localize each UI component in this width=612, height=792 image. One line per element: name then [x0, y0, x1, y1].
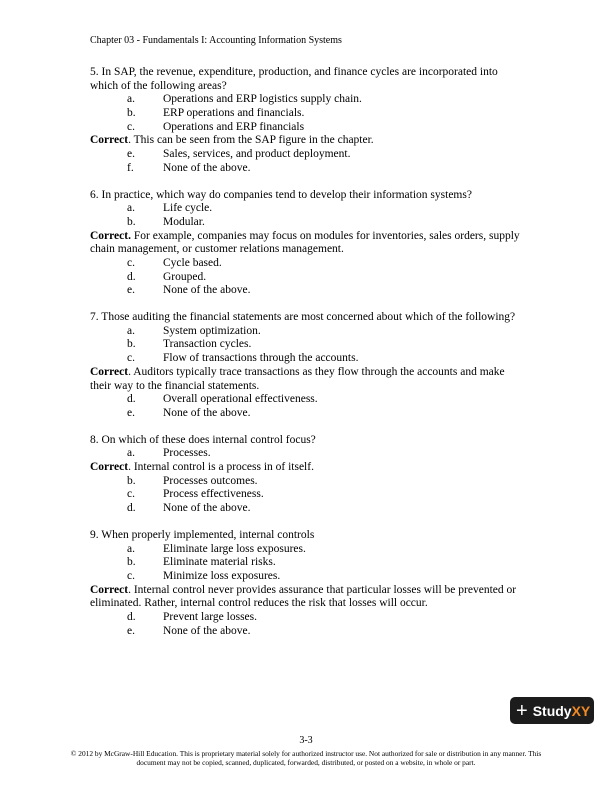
option-letter: d. — [127, 393, 136, 406]
option-letter: d. — [127, 502, 136, 515]
answer-option — [90, 502, 520, 516]
answer-option — [90, 107, 520, 121]
correct-text: . This can be seen from the SAP figure in the chapter. — [128, 134, 374, 147]
option-text: Operations and ERP financials — [163, 120, 305, 133]
option-letter: b. — [127, 474, 136, 487]
plus-icon: + — [516, 699, 528, 722]
correct-explanation — [90, 366, 520, 393]
option-text: Overall operational effectiveness. — [163, 393, 318, 406]
answer-option — [90, 284, 520, 298]
logo-text-accent: XY — [571, 702, 591, 719]
option-letter: c. — [127, 120, 135, 133]
answer-option — [90, 271, 520, 285]
correct-text: . Internal control is a process in of itself. — [128, 461, 314, 474]
answer-option — [90, 407, 520, 421]
option-text: System optimization. — [163, 324, 261, 337]
question-stem: 6. In practice, which way do companies tend to develop their information systems? — [90, 188, 472, 201]
option-letter: f. — [127, 161, 134, 174]
correct-text: . Auditors typically trace transactions as they flow through the accounts and make their way to the financial statements. — [90, 365, 505, 392]
correct-label: Correct — [90, 365, 129, 378]
question-list — [90, 66, 520, 651]
option-text: Transaction cycles. — [163, 338, 252, 351]
question-block — [90, 311, 520, 421]
answer-option — [90, 162, 520, 176]
option-text: None of the above. — [163, 284, 251, 297]
option-text: Sales, services, and product deployment. — [163, 148, 351, 161]
correct-label: Correct — [90, 134, 129, 147]
option-text: Operations and ERP logistics supply chain. — [163, 93, 362, 106]
correct-label: Correct. — [90, 229, 131, 242]
option-letter: a. — [127, 542, 135, 555]
copyright-notice: © 2012 by McGraw-Hill Education. This is proprietary material solely for authorized instructor use. Not authorized for sale or distribution in any manner. This document may not be copied, scanned, duplicated, forwarded, distributed, or posted on a website, in whole or part. — [70, 749, 542, 767]
answer-option — [90, 325, 520, 339]
correct-explanation — [90, 461, 520, 475]
studyxy-logo[interactable] — [510, 697, 594, 724]
answer-option — [90, 257, 520, 271]
option-text: Prevent large losses. — [163, 610, 258, 623]
correct-explanation — [90, 230, 520, 257]
option-letter: b. — [127, 215, 136, 228]
option-letter: c. — [127, 352, 135, 365]
option-letter: d. — [127, 610, 136, 623]
option-text: Processes. — [163, 447, 211, 460]
option-letter: a. — [127, 447, 135, 460]
answer-option — [90, 393, 520, 407]
answer-option — [90, 216, 520, 230]
question-block — [90, 66, 520, 176]
answer-option — [90, 202, 520, 216]
option-letter: a. — [127, 202, 135, 215]
answer-option — [90, 121, 520, 135]
answer-option — [90, 570, 520, 584]
option-text: Process effectiveness. — [163, 488, 264, 501]
option-text: Cycle based. — [163, 257, 222, 270]
answer-option — [90, 543, 520, 557]
question-stem: 8. On which of these does internal control focus? — [90, 433, 316, 446]
correct-text: . Internal control never provides assurance that particular losses will be prevented or eliminated. Rather, internal control reduces the risk that losses will occur. — [90, 583, 517, 610]
option-text: Eliminate material risks. — [163, 556, 276, 569]
option-letter: a. — [127, 93, 135, 106]
question-stem: 9. When properly implemented, internal controls — [90, 528, 315, 541]
option-text: Modular. — [163, 215, 205, 228]
page-header: Chapter 03 - Fundamentals I: Accounting Information Systems — [90, 35, 342, 46]
question-block — [90, 529, 520, 639]
option-letter: d. — [127, 270, 136, 283]
option-text: Eliminate large loss exposures. — [163, 542, 306, 555]
option-letter: e. — [127, 624, 135, 637]
answer-option — [90, 148, 520, 162]
option-letter: e. — [127, 148, 135, 161]
page-footer — [60, 735, 552, 767]
option-letter: c. — [127, 569, 135, 582]
option-text: None of the above. — [163, 406, 251, 419]
option-text: None of the above. — [163, 502, 251, 515]
option-letter: e. — [127, 406, 135, 419]
correct-label: Correct — [90, 461, 129, 474]
option-letter: b. — [127, 556, 136, 569]
answer-option — [90, 488, 520, 502]
option-text: None of the above. — [163, 161, 251, 174]
option-letter: c. — [127, 257, 135, 270]
option-letter: c. — [127, 488, 135, 501]
option-letter: a. — [127, 324, 135, 337]
answer-option — [90, 93, 520, 107]
option-text: Life cycle. — [163, 202, 213, 215]
answer-option — [90, 352, 520, 366]
answer-option — [90, 338, 520, 352]
option-letter: e. — [127, 284, 135, 297]
correct-label: Correct — [90, 583, 129, 596]
question-block — [90, 189, 520, 299]
question-stem: 5. In SAP, the revenue, expenditure, production, and finance cycles are incorporated into which of the following areas? — [90, 66, 498, 92]
page-number: 3-3 — [299, 735, 313, 746]
question-stem: 7. Those auditing the financial statements are most concerned about which of the following? — [90, 311, 516, 324]
option-letter: b. — [127, 338, 136, 351]
option-text: Flow of transactions through the accounts. — [163, 352, 359, 365]
correct-text: For example, companies may focus on modules for inventories, sales orders, supply chain management, or customer relations management. — [90, 229, 520, 256]
correct-explanation — [90, 584, 520, 611]
option-text: Minimize loss exposures. — [163, 569, 281, 582]
logo-text: Study — [532, 702, 572, 719]
option-text: ERP operations and financials. — [163, 107, 305, 120]
option-text: None of the above. — [163, 624, 251, 637]
answer-option — [90, 447, 520, 461]
option-letter: b. — [127, 107, 136, 120]
question-block — [90, 434, 520, 516]
answer-option — [90, 556, 520, 570]
answer-option — [90, 475, 520, 489]
answer-option — [90, 611, 520, 625]
correct-explanation — [90, 134, 520, 148]
answer-option — [90, 625, 520, 639]
option-text: Processes outcomes. — [163, 474, 258, 487]
option-text: Grouped. — [163, 270, 207, 283]
